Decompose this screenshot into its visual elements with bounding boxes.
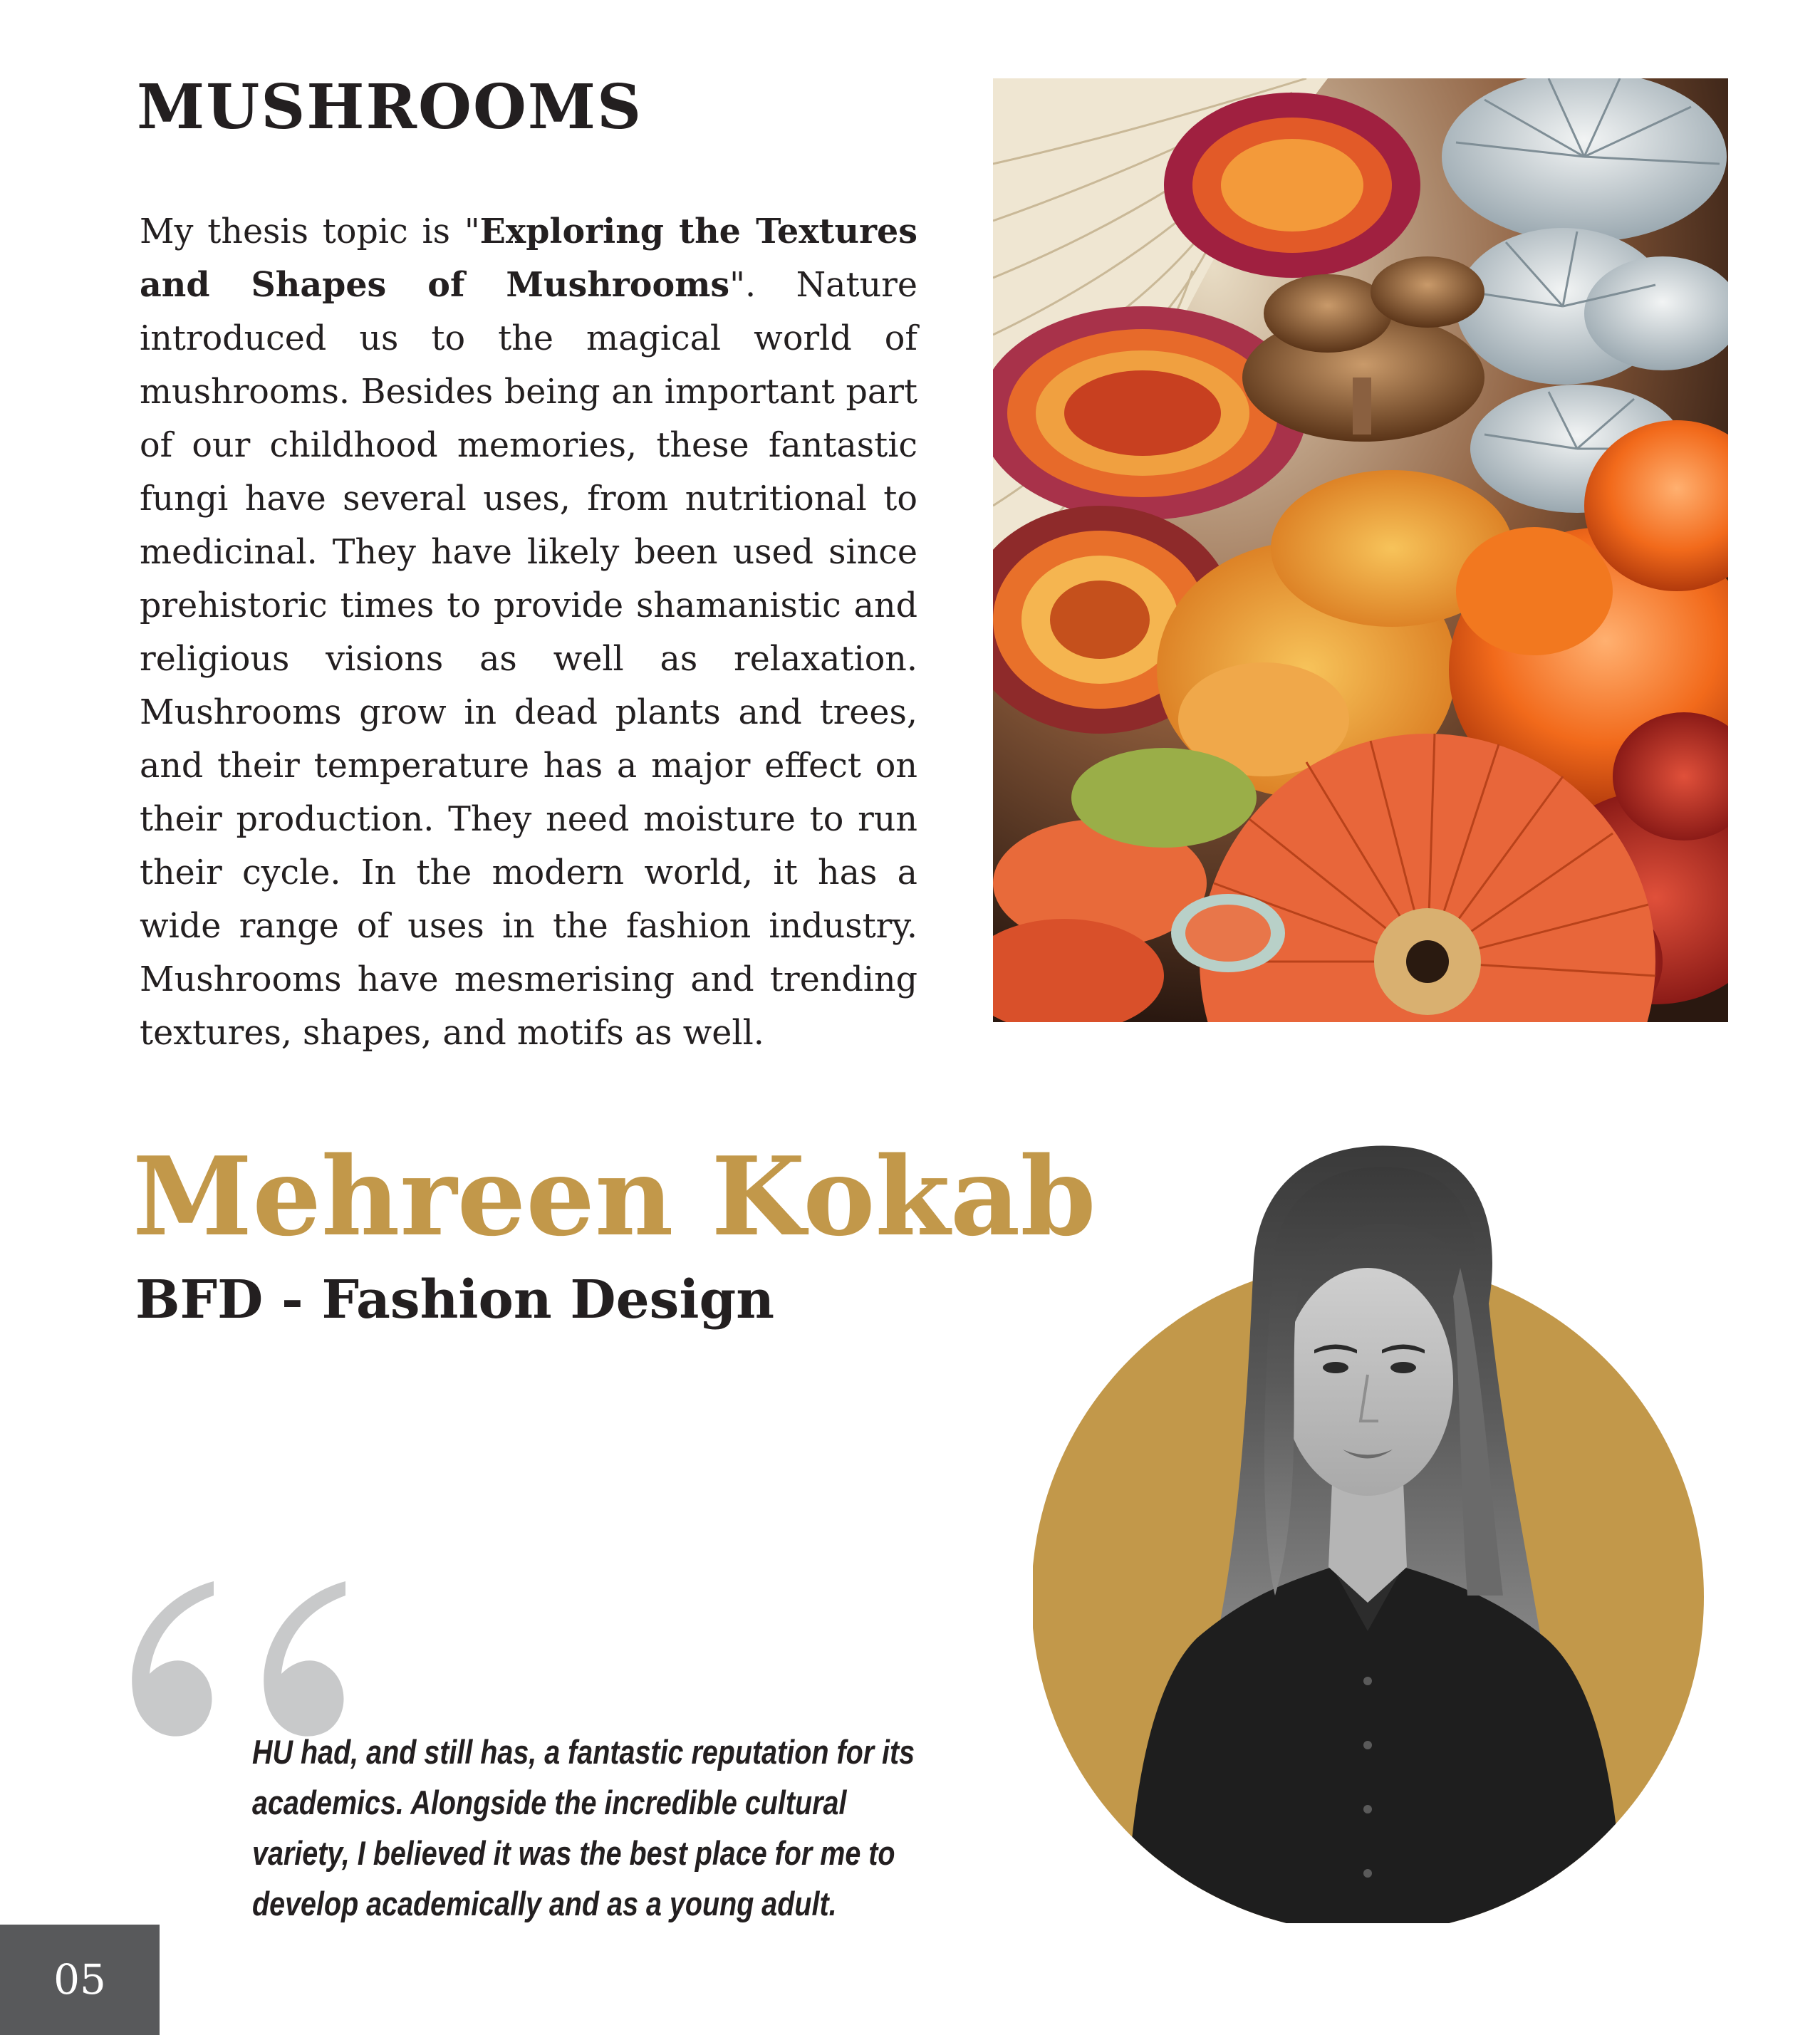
thesis-intro-text: My thesis topic is " [140,212,480,251]
student-portrait-photo [1033,1140,1717,1923]
thesis-body-text: ". Nature introduced us to the magical world of mushrooms. Besides being an important part of our childhood memories, these fantastic fungi have several uses, from nutritional to medicinal. They have likely been used since prehistoric times to provide shamanistic and religious visions as well as relaxation. Mushrooms grow in dead plants and trees, and their temperature has a major effect on their production. They need moisture to run their cycle. In the modern world, it has a wide range of uses in the fashion industry. Mushrooms have mesmerising and trending textures, shapes, and motifs as well. [140,266,917,1053]
section-title: MUSHROOMS [137,71,643,143]
page-number-box [0,1925,160,2035]
testimonial-quote: HU had, and still has, a fantastic reputation for its academics. Alongside the incredible cultural variety, I believed it was the best place for me to develop academically and as a young adult. [252,1733,915,1922]
thesis-description [140,205,917,1060]
thesis-topic-bold: Exploring the Textures and Shapes of Mushrooms [140,212,918,305]
student-name: Mehreen Kokab [132,1133,1096,1260]
page-number: 05 [53,1955,106,2004]
student-program: BFD - Fashion Design [135,1269,774,1331]
mushroom-collage-image [993,78,1728,1022]
